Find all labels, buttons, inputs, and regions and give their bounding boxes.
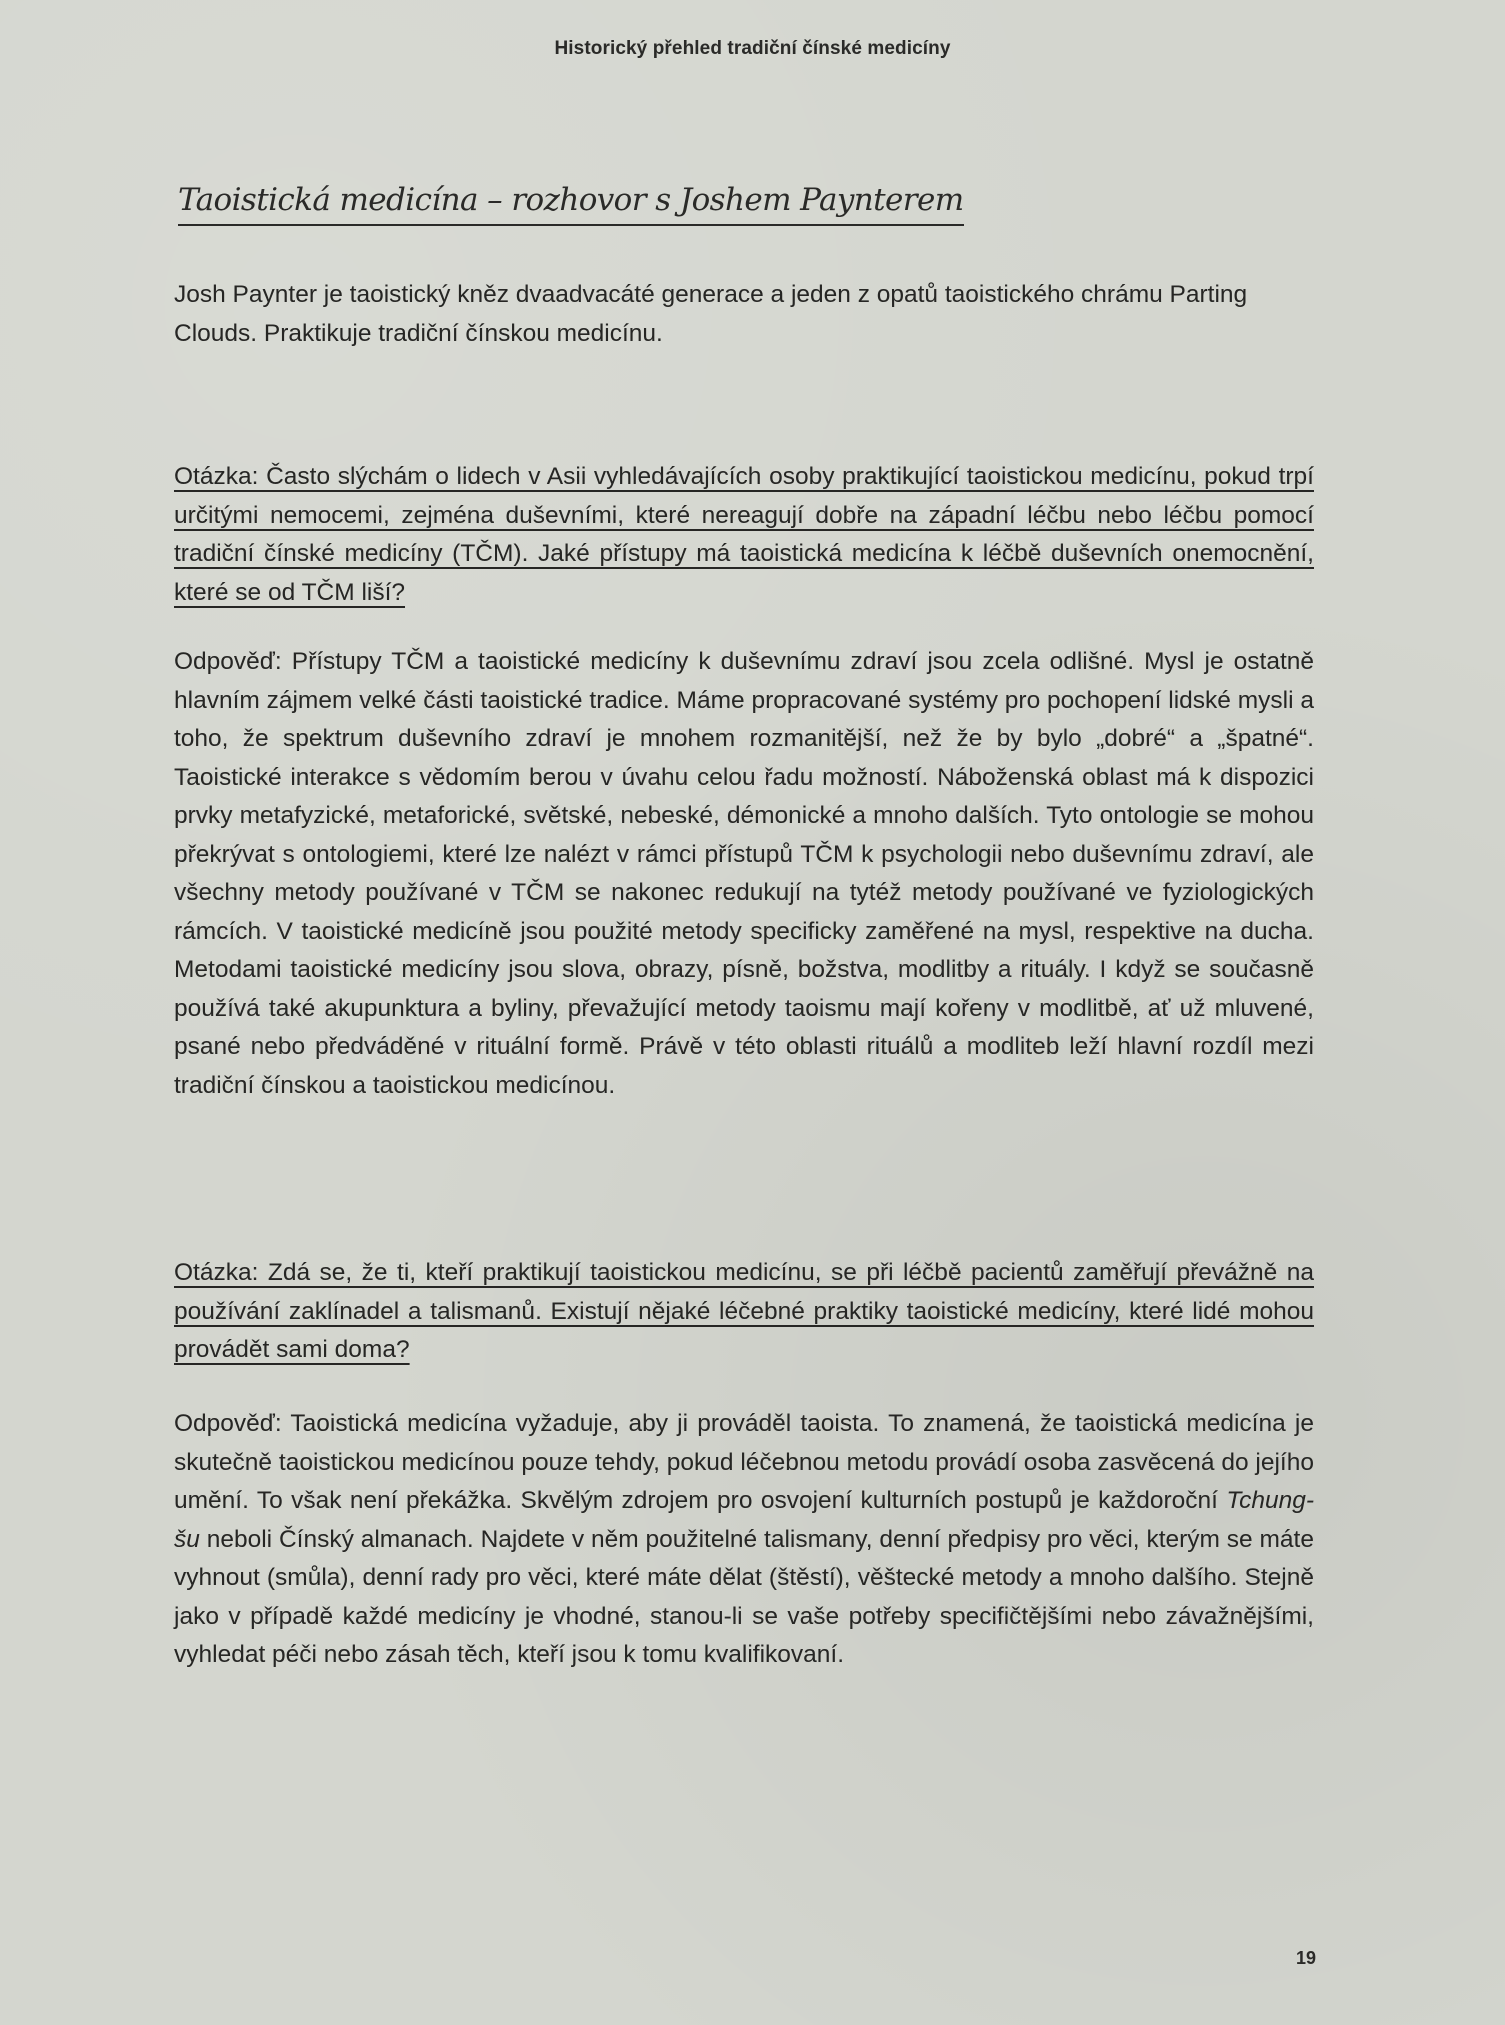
article-title: Taoistická medicína – rozhovor s Joshem Paynterem [178, 182, 964, 226]
answer-2-text-start: Odpověď: Taoistická medicína vyžaduje, aby ji prováděl taoista. To znamená, že taoistická medicína je skutečně taoistickou medicínou pouze tehdy, pokud léčebnou metodu provádí osoba zasvěcená do jejího umění. To však není překážka. Skvělým zdrojem pro osvojení kulturních postupů je každoroční [174, 1410, 1314, 1514]
almanac-title: Tchung-šu [174, 1487, 1314, 1553]
answer-1: Odpověď: Přístupy TČM a taoistické medicíny k duševnímu zdraví jsou zcela odlišné. Mysl je ostatně hlavním zájmem velké části taoistické tradice. Máme propracované systémy pro pochopení lidské mysli a toho, že spektrum duševního zdraví je mnohem rozmanitější, než že by bylo „dobré“ a „špatné“. Taoistické interakce s vědomím berou v úvahu celou řadu možností. Náboženská oblast má k dispozici prvky metafyzické, metaforické, světské, nebeské, démonické a mnoho dalších. Tyto ontologie se mohou překrývat s ontologiemi, které lze nalézt v rámci přístupů TČM k psychologii nebo duševnímu zdraví, ale všechny metody používané v TČM se nakonec redukují na tytéž metody používané ve fyziologických rámcích. V taoistické medicíně jsou použité metody specificky zaměřené na mysl, respektive na ducha. Metodami taoistické medicíny jsou slova, obrazy, písně, božstva, modlitby a rituály. I když se současně používá také akupunktura a byliny, převažující metody taoismu mají kořeny v modlitbě, ať už mluvené, psané nebo předváděné v rituální formě. Právě v této oblasti rituálů a modliteb leží hlavní rozdíl mezi tradiční čínskou a taoistickou medicínou. [174, 648, 1314, 1099]
question-2 [174, 1254, 1314, 1370]
page-number: 19 [1296, 1948, 1317, 1968]
question-2-text: Otázka: Zdá se, že ti, kteří praktikují taoistickou medicínu, se při léčbě pacientů zaměřují převážně na používání zaklínadel a talismanů. Existují nějaké léčebné praktiky taoistické medicíny, které lidé mohou provádět sami doma? [174, 1259, 1314, 1363]
intro-paragraph: Josh Paynter je taoistický kněz dvaadvacáté generace a jeden z opatů taoistického chrámu Parting Clouds. Praktikuje tradiční čínskou medicínu. [174, 281, 1248, 347]
answer-2 [174, 1405, 1314, 1675]
question-1-text: Otázka: Často slýchám o lidech v Asii vyhledávajících osoby praktikující taoistickou medicínu, pokud trpí určitými nemocemi, zejména duševními, které nereagují dobře na západní léčbu nebo léčbu pomocí tradiční čínské medicíny (TČM). Jaké přístupy má taoistická medicína k léčbě duševních onemocnění, které se od TČM liší? [174, 463, 1314, 606]
running-header: Historický přehled tradiční čínské medicíny [554, 38, 951, 59]
answer-2-text-end: neboli Čínský almanach. Najdete v něm použitelné talismany, denní předpisy pro věci, kterým se máte vyhnout (smůla), denní rady pro věci, které máte dělat (štěstí), věštecké metody a mnoho dalšího. Stejně jako v případě každé medicíny je vhodné, stanou-li se vaše potřeby specifičtějšími nebo závažnějšími, vyhledat péči nebo zásah těch, kteří jsou k tomu kvalifikovaní. [174, 1525, 1314, 1668]
question-1 [174, 458, 1314, 612]
